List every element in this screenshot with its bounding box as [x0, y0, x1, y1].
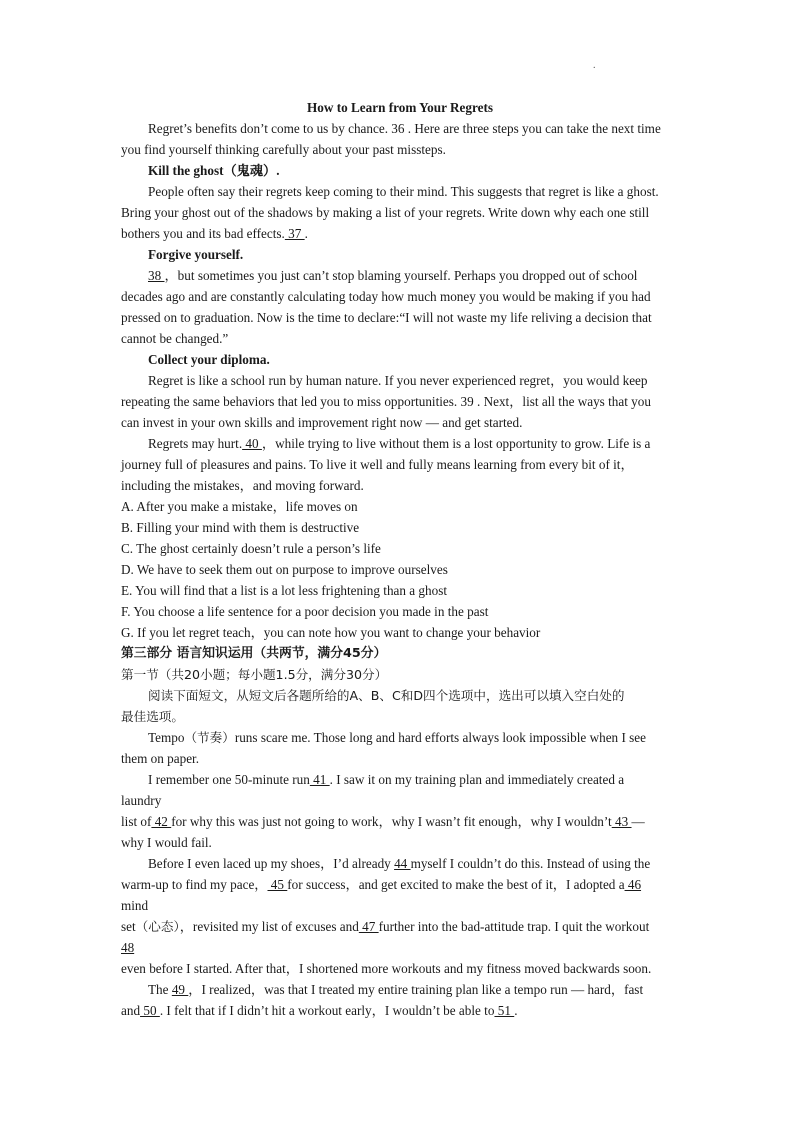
- text-line: why I would fail.: [121, 835, 212, 850]
- text-segment: runs scare me. Those long and hard efforts always look impossible when I see: [234, 730, 646, 745]
- text-segment: ，while trying to live without them is a lost opportunity to grow.: [261, 436, 604, 451]
- blank-42: 42: [151, 814, 172, 829]
- text-segment: for why this was just not going to work，why I wasn’t fit enough，why I wouldn’t: [171, 814, 612, 829]
- section-heading: Forgive yourself.: [148, 247, 244, 262]
- text-segment: .: [514, 1003, 518, 1018]
- text-segment: list of: [121, 814, 152, 829]
- text-line: [148, 856, 650, 872]
- stray-dot: .: [593, 60, 596, 71]
- text-line: Regret’s benefits don’t come to us by chance. 36 . Here are three steps you can take the next time: [148, 121, 661, 136]
- text-segment: To live it well and fully means learning from every bit of it，: [309, 457, 634, 472]
- text-segment: . I saw it on my training plan and immediately created a: [329, 772, 625, 787]
- option-d: D. We have to seek them out on purpose to improve ourselves: [121, 562, 448, 577]
- option-f: F. You choose a life sentence for a poor decision you made in the past: [121, 604, 489, 619]
- text-segment: ，I realized，was that I treated my entire training plan like a tempo run — hard，fast: [188, 982, 644, 997]
- passage-title: How to Learn from Your Regrets: [307, 100, 493, 115]
- text-line: [121, 919, 649, 935]
- text-line: even before I started. After that，I shortened more workouts and my fitness moved backwards soon.: [121, 961, 652, 976]
- text-line: [121, 226, 308, 242]
- blank-40: 40: [242, 436, 262, 451]
- text-line: decades ago and are constantly calculating today how much money you would be making if you had: [121, 289, 651, 304]
- instruction-line: 阅读下面短文，从短文后各题所给的A、B、C和D四个选项中，选出可以填入空白处的: [148, 688, 625, 703]
- blank-49: 49: [171, 982, 189, 997]
- text-line: Regret is like a school run by human nature. If you never experienced regret，you would keep: [148, 373, 648, 388]
- text-line: cannot be changed.”: [121, 331, 229, 346]
- text-segment: I remember one 50-minute run: [148, 772, 310, 787]
- text-line: mind: [121, 898, 149, 913]
- text-segment: （心态）: [135, 919, 180, 934]
- text-segment: warm-up to find my pace，: [121, 877, 268, 892]
- highlight-text: journey full of pleasures and pains.: [121, 457, 307, 472]
- text-line: [148, 982, 643, 998]
- text-segment: Tempo: [148, 730, 185, 745]
- blank-45: 45: [267, 877, 288, 892]
- text-line: [121, 877, 641, 893]
- option-c: C. The ghost certainly doesn’t rule a person’s life: [121, 541, 381, 556]
- section-heading: [148, 163, 280, 179]
- text-line: you find yourself thinking carefully about your past missteps.: [121, 142, 446, 157]
- blank-51: 51: [494, 1003, 515, 1018]
- text-segment: The: [148, 982, 172, 997]
- text-line: including the mistakes，and moving forward.: [121, 478, 364, 493]
- text-line: [148, 436, 650, 452]
- text-line: [148, 730, 646, 746]
- text-segment: for success，and get excited to make the best of it，I adopted a: [287, 877, 625, 892]
- text-line: [121, 457, 634, 473]
- section-one-heading: 第一节（共20小题；每小题1.5分，满分30分）: [121, 667, 388, 682]
- text-line: [121, 940, 134, 956]
- highlight-text: Life is a: [607, 436, 651, 451]
- blank-44: 44: [394, 856, 411, 871]
- option-e: E. You will find that a list is a lot less frightening than a ghost: [121, 583, 448, 598]
- text-line: laundry: [121, 793, 162, 808]
- text-line: [121, 814, 645, 830]
- text-line: pressed on to graduation. Now is the time to declare:“I will not waste my life reliving a decision that: [121, 310, 652, 325]
- blank-48: 48: [121, 940, 135, 955]
- text-segment: and: [121, 1003, 141, 1018]
- text-line: People often say their regrets keep coming to their mind. This suggests that regret is like a ghost.: [148, 184, 659, 199]
- text-segment: ，but sometimes you just can’t stop blaming yourself. Perhaps you dropped out of school: [164, 268, 638, 283]
- blank-37: 37: [284, 226, 305, 241]
- text-line: them on paper.: [121, 751, 200, 766]
- text-segment: —: [631, 814, 645, 829]
- option-b: B. Filling your mind with them is destructive: [121, 520, 360, 535]
- part-three-heading: 第三部分 语言知识运用（共两节，满分45分）: [121, 646, 387, 661]
- section-heading: Collect your diploma.: [148, 352, 270, 367]
- text-segment: （节奏）: [184, 730, 235, 745]
- blank-38: 38: [148, 268, 165, 283]
- blank-50: 50: [140, 1003, 160, 1018]
- text-segment: ，revisited my list of excuses and: [179, 919, 359, 934]
- text-line: repeating the same behaviors that led you to miss opportunities. 39 . Next，list all the ways that you: [121, 394, 651, 409]
- text-segment: further into the bad-attitude trap. I quit the workout: [378, 919, 650, 934]
- heading-text: Kill the ghost（鬼魂）.: [148, 163, 280, 178]
- text-segment: . I felt that if I didn’t hit a workout early，I wouldn’t be able to: [159, 1003, 495, 1018]
- text-segment: set: [121, 919, 136, 934]
- option-a: A. After you make a mistake，life moves on: [121, 499, 358, 514]
- instruction-line: 最佳选项。: [121, 709, 184, 724]
- text-segment: bothers you and its bad effects.: [121, 226, 285, 241]
- text-segment: Regrets may hurt.: [148, 436, 243, 451]
- option-g: G. If you let regret teach，you can note how you want to change your behavior: [121, 625, 541, 640]
- text-segment: .: [304, 226, 308, 241]
- text-line: Bring your ghost out of the shadows by making a list of your regrets. Write down why each one still: [121, 205, 650, 220]
- blank-46: 46: [624, 877, 642, 892]
- text-line: can invest in your own skills and improvement right now — and get started.: [121, 415, 523, 430]
- text-line: [148, 772, 624, 788]
- text-segment: myself I couldn’t do this. Instead of using the: [410, 856, 651, 871]
- text-line: [121, 1003, 518, 1019]
- text-segment: Before I even laced up my shoes，I’d already: [148, 856, 395, 871]
- blank-41: 41: [309, 772, 330, 787]
- text-line: [148, 268, 637, 284]
- blank-43: 43: [611, 814, 632, 829]
- blank-47: 47: [358, 919, 379, 934]
